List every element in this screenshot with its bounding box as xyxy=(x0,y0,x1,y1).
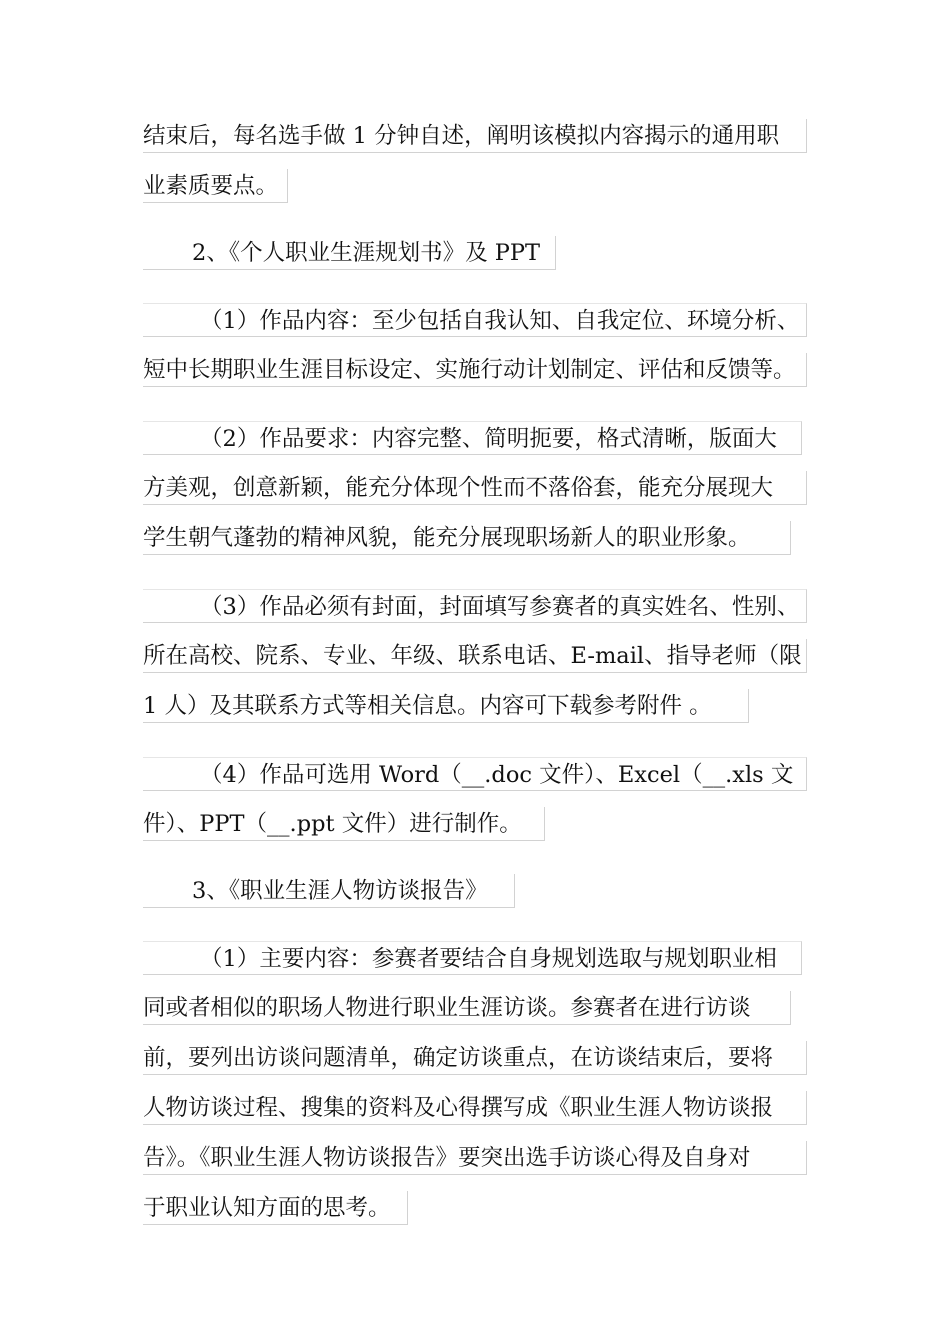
paragraph-line: 方美观，创意新颖，能充分体现个性而不落俗套，能充分展现大 xyxy=(143,471,807,505)
paragraph-line: 结束后，每名选手做 1 分钟自述，阐明该模拟内容揭示的通用职 xyxy=(143,119,807,153)
paragraph-line: （1）主要内容：参赛者要结合自身规划选取与规划职业相 xyxy=(143,941,802,975)
paragraph-line: 于职业认知方面的思考。 xyxy=(143,1191,408,1225)
section-heading: 3、《职业生涯人物访谈报告》 xyxy=(143,874,515,908)
paragraph-line: 同或者相似的职场人物进行职业生涯访谈。参赛者在进行访谈 xyxy=(143,991,791,1025)
paragraph-line: 件）、PPT（__.ppt 文件）进行制作。 xyxy=(143,807,545,841)
section-heading: 2、《个人职业生涯规划书》及 PPT xyxy=(143,236,556,270)
paragraph-line: 前，要列出访谈问题清单，确定访谈重点，在访谈结束后，要将 xyxy=(143,1041,807,1075)
paragraph-line: 短中长期职业生涯目标设定、实施行动计划制定、评估和反馈等。 xyxy=(143,353,807,387)
paragraph-line: 告》。《职业生涯人物访谈报告》要突出选手访谈心得及自身对 xyxy=(143,1141,807,1175)
paragraph-line: （1）作品内容：至少包括自我认知、自我定位、环境分析、 xyxy=(143,303,807,337)
paragraph-line: （2）作品要求：内容完整、简明扼要，格式清晰，版面大 xyxy=(143,421,802,455)
paragraph-line: 1 人）及其联系方式等相关信息。内容可下载参考附件 。 xyxy=(143,689,749,723)
paragraph-line: （4）作品可选用 Word（__.doc 文件）、Excel（__.xls 文 xyxy=(143,757,807,791)
paragraph-line: （3）作品必须有封面，封面填写参赛者的真实姓名、性别、 xyxy=(143,589,807,623)
paragraph-line: 业素质要点。 xyxy=(143,169,288,203)
paragraph-line: 人物访谈过程、搜集的资料及心得撰写成《职业生涯人物访谈报 xyxy=(143,1091,807,1125)
paragraph-line: 学生朝气蓬勃的精神风貌，能充分展现职场新人的职业形象。 xyxy=(143,521,791,555)
paragraph-line: 所在高校、院系、专业、年级、联系电话、E-mail、指导老师（限 xyxy=(143,639,807,673)
